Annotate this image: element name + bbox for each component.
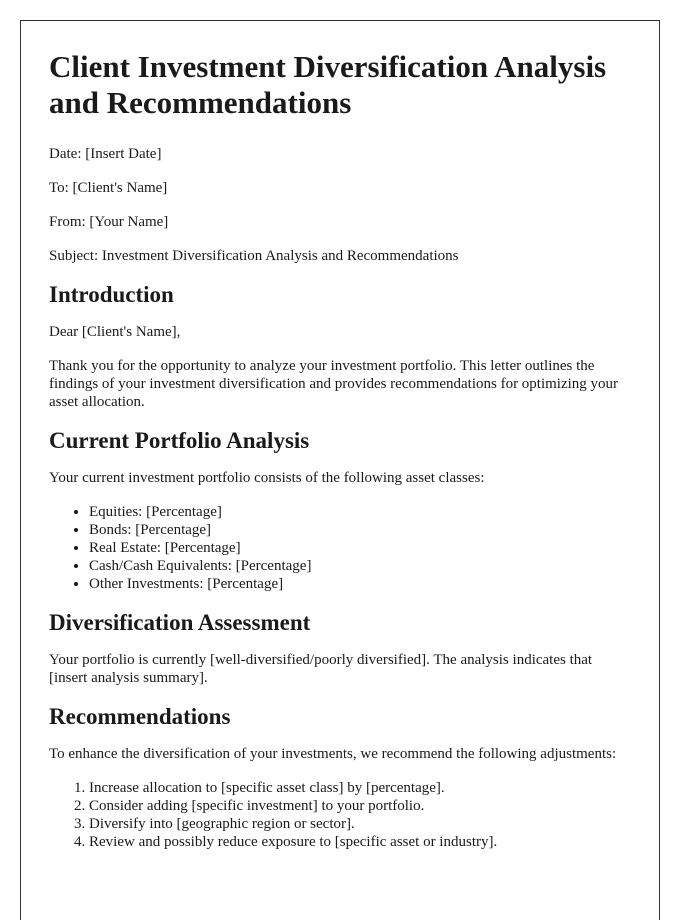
introduction-section bbox=[49, 281, 631, 411]
to-line: To: [Client's Name] bbox=[49, 180, 168, 196]
date-line: Date: [Insert Date] bbox=[49, 146, 162, 162]
page-title: Client Investment Diversification Analysis and Recommendations bbox=[49, 49, 607, 120]
recommendations-list bbox=[49, 779, 631, 851]
assessment-section bbox=[49, 609, 631, 687]
recommendations-heading: Recommendations bbox=[49, 704, 231, 729]
list-item: • Cash/Cash Equivalents: [Percentage] bbox=[89, 557, 631, 575]
introduction-body: Thank you for the opportunity to analyze your investment portfolio. This letter outlines the findings of your investment diversification and provides recommendations for optimizing your asset allocation. bbox=[49, 358, 619, 410]
letter-page bbox=[20, 20, 660, 920]
portfolio-heading: Current Portfolio Analysis bbox=[49, 428, 310, 453]
list-item: • Equities: [Percentage] bbox=[89, 503, 631, 521]
portfolio-intro: Your current investment portfolio consists of the following asset classes: bbox=[49, 470, 485, 486]
recommendations-intro: To enhance the diversification of your investments, we recommend the following adjustments: bbox=[49, 746, 617, 762]
list-item: • Bonds: [Percentage] bbox=[89, 521, 631, 539]
asset-class-list bbox=[49, 503, 631, 593]
list-item: 1. Increase allocation to [specific asset class] by [percentage]. bbox=[89, 779, 631, 797]
salutation: Dear [Client's Name], bbox=[49, 324, 181, 340]
assessment-heading: Diversification Assessment bbox=[49, 610, 311, 635]
list-item: 4. Review and possibly reduce exposure to [specific asset or industry]. bbox=[89, 833, 631, 851]
introduction-heading: Introduction bbox=[49, 282, 174, 307]
subject-line: Subject: Investment Diversification Analysis and Recommendations bbox=[49, 248, 459, 264]
letter-header bbox=[49, 145, 631, 265]
list-item: 2. Consider adding [specific investment] to your portfolio. bbox=[89, 797, 631, 815]
list-item: 3. Diversify into [geographic region or sector]. bbox=[89, 815, 631, 833]
portfolio-section bbox=[49, 427, 631, 593]
assessment-body: Your portfolio is currently [well-diversified/poorly diversified]. The analysis indicates that [insert analysis summary]. bbox=[49, 652, 593, 686]
list-item: • Other Investments: [Percentage] bbox=[89, 575, 631, 593]
list-item: • Real Estate: [Percentage] bbox=[89, 539, 631, 557]
from-line: From: [Your Name] bbox=[49, 214, 169, 230]
recommendations-section bbox=[49, 703, 631, 851]
